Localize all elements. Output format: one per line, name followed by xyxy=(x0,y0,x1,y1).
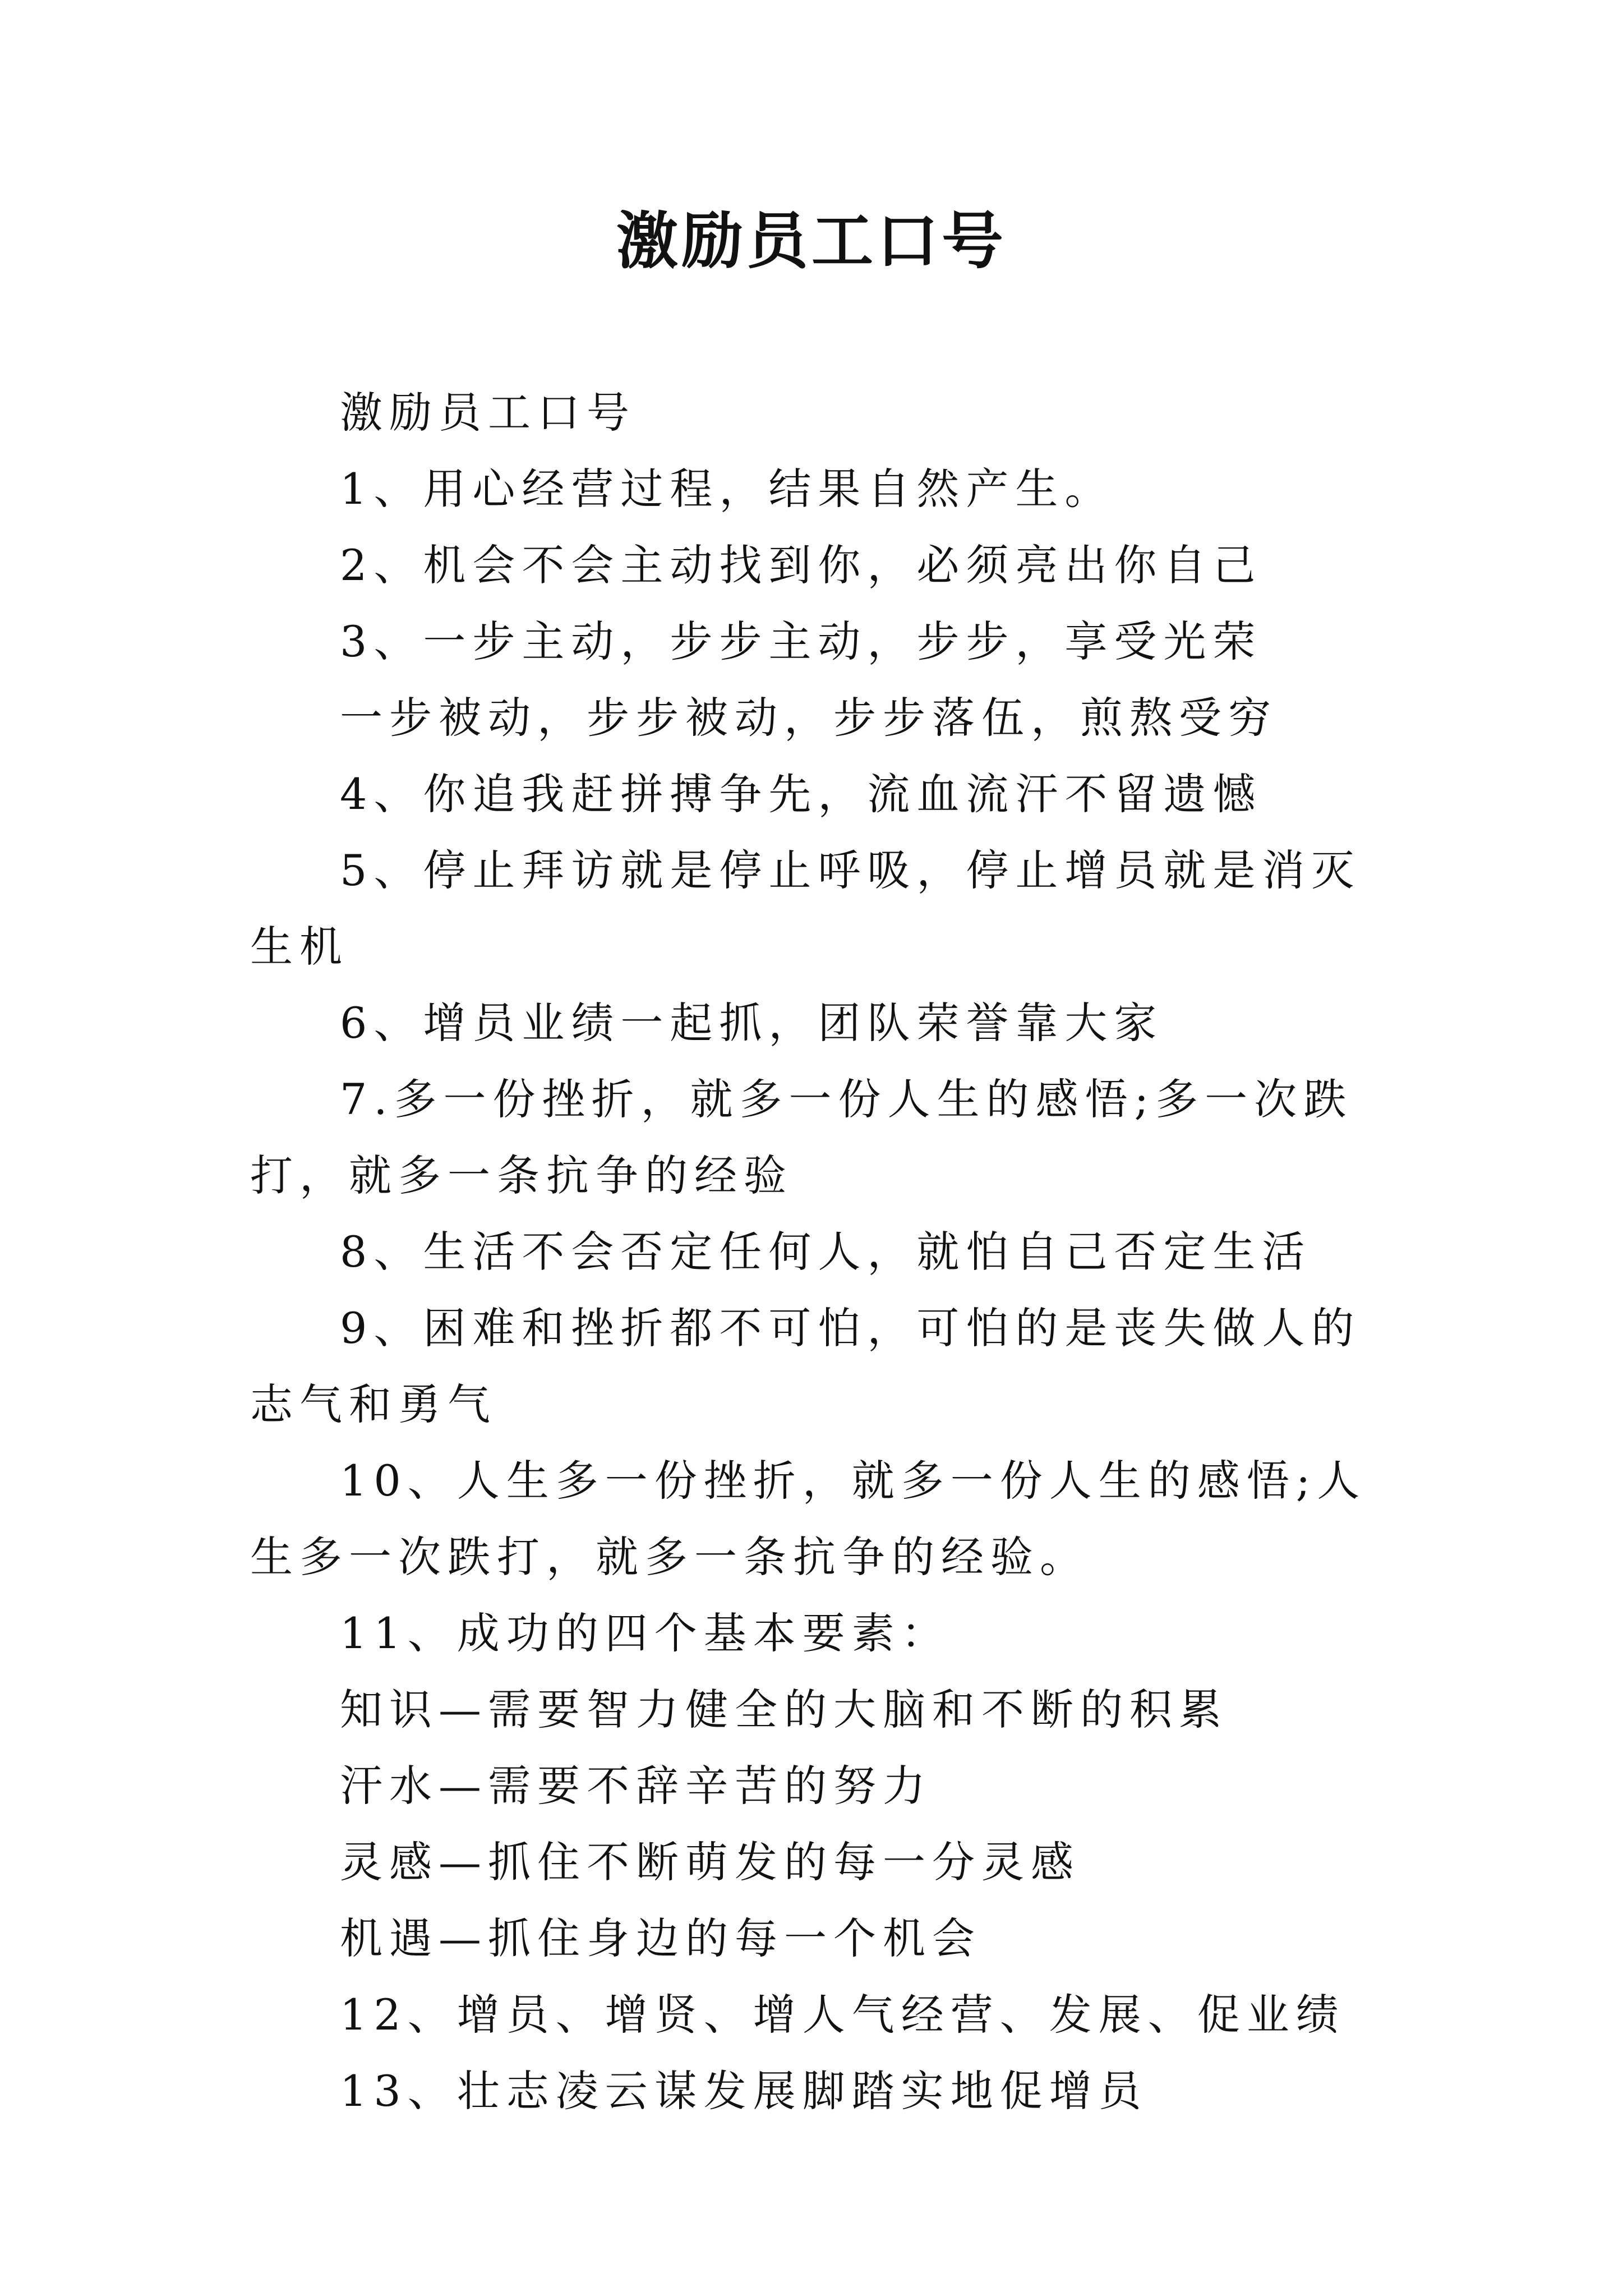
paragraph: 5、停止拜访就是停止呼吸，停止增员就是消灭生机 xyxy=(250,845,1361,972)
paragraph: 汗水—需要不辞辛苦的努力 xyxy=(340,1761,932,1811)
paragraph: 11、成功的四个基本要素： xyxy=(340,1608,951,1658)
paragraph: 13、壮志凌云谋发展脚踏实地促增员 xyxy=(340,2066,1148,2116)
document-title: 激励员工口号 xyxy=(616,205,1007,277)
paragraph: 12、增员、增贤、增人气经营、发展、促业绩 xyxy=(340,1990,1345,2040)
paragraph: 灵感—抓住不断萌发的每一分灵感 xyxy=(340,1837,1080,1887)
paragraph: 知识—需要智力健全的大脑和不断的积累 xyxy=(340,1685,1228,1734)
paragraph: 4、你追我赶拼搏争先，流血流汗不留遗憾 xyxy=(340,769,1262,819)
document-body xyxy=(250,375,1394,2129)
paragraph: 3、一步主动，步步主动，步步，享受光荣 xyxy=(340,616,1262,666)
paragraph: 激励员工口号 xyxy=(340,388,636,438)
paragraph: 2、机会不会主动找到你，必须亮出你自己 xyxy=(340,540,1262,590)
paragraph: 机遇—抓住身边的每一个机会 xyxy=(340,1913,981,1963)
paragraph: 9、困难和挫折都不可怕，可怕的是丧失做人的志气和勇气 xyxy=(250,1303,1361,1429)
paragraph: 10、人生多一份挫折，就多一份人生的感悟;人生多一次跌打，就多一条抗争的经验。 xyxy=(250,1456,1367,1582)
paragraph: 6、增员业绩一起抓，团队荣誉靠大家 xyxy=(340,998,1164,1048)
paragraph: 8、生活不会否定任何人，就怕自己否定生活 xyxy=(340,1227,1312,1277)
paragraph: 1、用心经营过程，结果自然产生。 xyxy=(340,464,1114,514)
paragraph: 一步被动，步步被动，步步落伍，煎熬受穷 xyxy=(340,693,1278,743)
paragraph: 7.多一份挫折，就多一份人生的感悟;多一次跌打，就多一条抗争的经验 xyxy=(250,1074,1353,1200)
